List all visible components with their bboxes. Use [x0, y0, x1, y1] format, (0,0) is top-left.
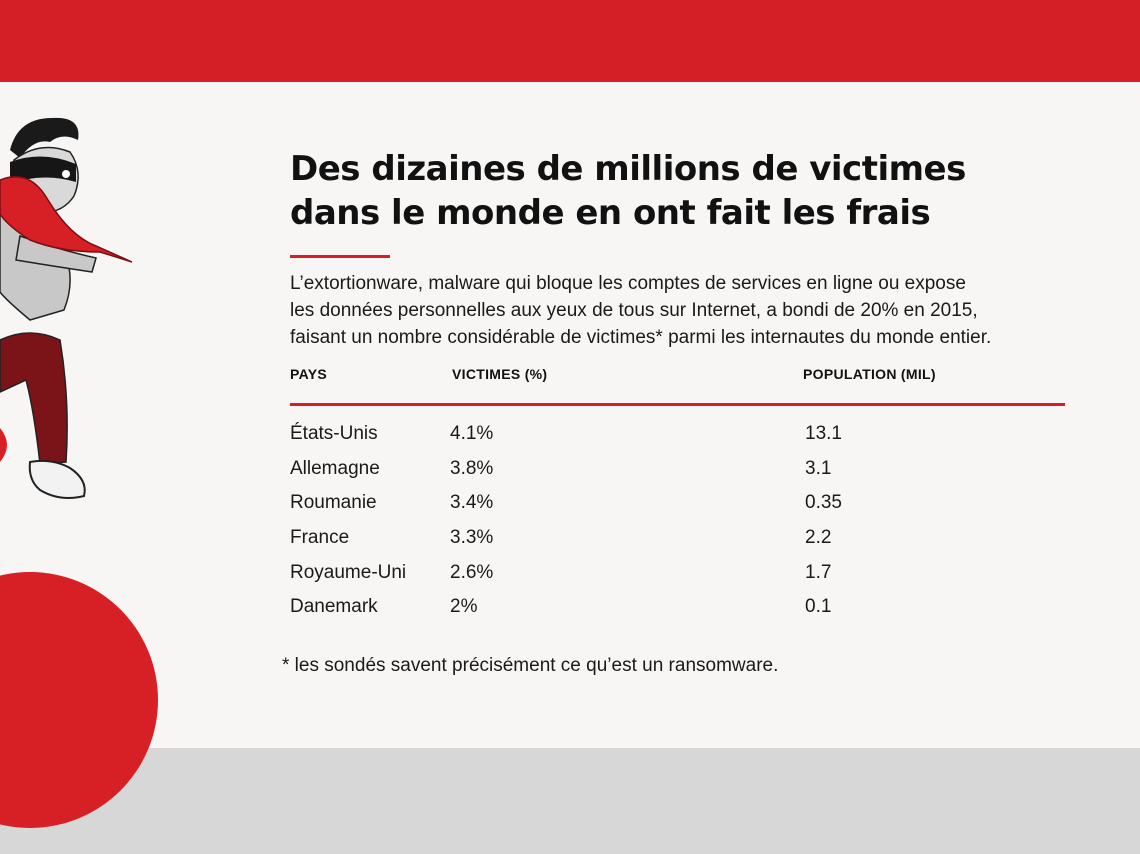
- cell-country: États-Unis: [290, 423, 378, 444]
- cell-population: 13.1: [805, 423, 842, 444]
- intro-line-3: faisant un nombre considérable de victimes* parmi les internautes du monde entier.: [290, 327, 992, 348]
- burglar-hair: [10, 118, 78, 158]
- burglar-body: [0, 200, 70, 320]
- cell-population: 2.2: [805, 527, 832, 548]
- title-underline: [290, 255, 390, 258]
- top-red-band: [0, 0, 1140, 82]
- title-line-2: dans le monde en ont fait les frais: [290, 193, 931, 233]
- footnote: * les sondés savent précisément ce qu’est un ransomware.: [282, 655, 779, 676]
- cell-population: 1.7: [805, 562, 832, 583]
- header-victims: VICTIMES (%): [452, 366, 548, 382]
- intro-paragraph: [290, 270, 1140, 351]
- cell-population: 3.1: [805, 458, 832, 479]
- table-row: [0, 562, 1140, 592]
- intro-line-2: les données personnelles aux yeux de tous sur Internet, a bondi de 20% en 2015,: [290, 300, 978, 321]
- header-population: POPULATION (MIL): [803, 366, 936, 382]
- burglar-arm: [16, 236, 96, 272]
- table-header-rule: [290, 403, 1065, 406]
- cell-victims: 4.1%: [450, 423, 494, 444]
- cell-victims: 3.3%: [450, 527, 494, 548]
- table-row: [0, 492, 1140, 522]
- cell-victims: 2%: [450, 596, 478, 617]
- header-country: PAYS: [290, 366, 327, 382]
- cell-country: Roumanie: [290, 492, 377, 513]
- cell-country: France: [290, 527, 350, 548]
- burglar-eye: [62, 170, 70, 178]
- table-row: [0, 527, 1140, 557]
- red-sack: [0, 177, 132, 262]
- cell-population: 0.35: [805, 492, 842, 513]
- cell-country: Royaume-Uni: [290, 562, 407, 583]
- table-row: [0, 423, 1140, 453]
- page-title: [290, 147, 1090, 235]
- cell-population: 0.1: [805, 596, 832, 617]
- cell-country: Danemark: [290, 596, 378, 617]
- title-line-1: Des dizaines de millions de victimes: [290, 149, 966, 189]
- cell-victims: 2.6%: [450, 562, 494, 583]
- cell-victims: 3.4%: [450, 492, 494, 513]
- burglar-head: [14, 148, 78, 213]
- intro-line-1: L’extortionware, malware qui bloque les comptes de services en ligne ou expose: [290, 273, 966, 294]
- cell-victims: 3.8%: [450, 458, 494, 479]
- cell-country: Allemagne: [290, 458, 380, 479]
- table-row: [0, 458, 1140, 488]
- burglar-mask: [10, 156, 76, 184]
- table-header: [0, 366, 1140, 390]
- bottom-grey-band: [0, 748, 1140, 854]
- table-row: [0, 596, 1140, 626]
